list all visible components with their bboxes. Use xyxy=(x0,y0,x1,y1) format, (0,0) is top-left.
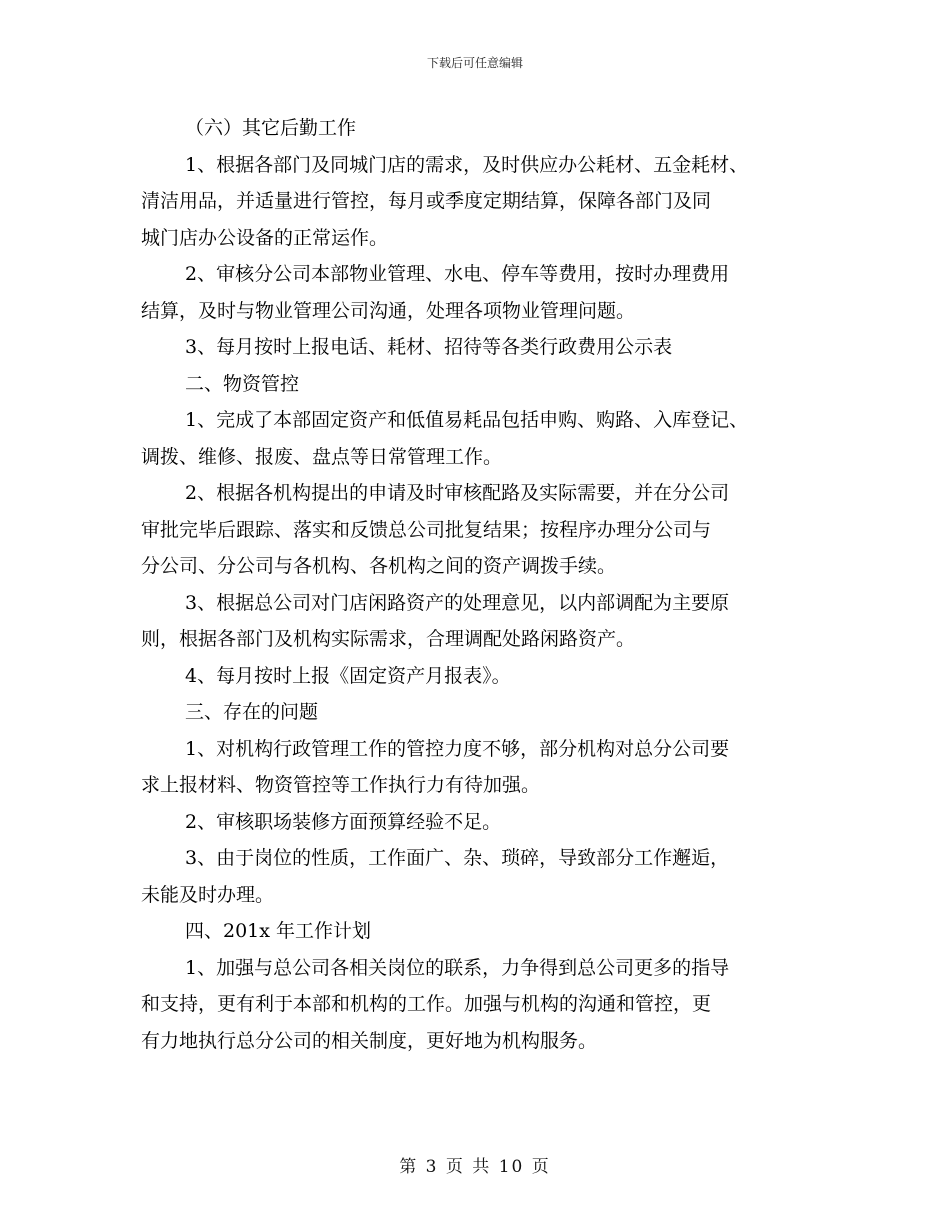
text-line: 3、根据总公司对门店闲路资产的处理意见，以内部调配为主要原 xyxy=(185,591,730,614)
text-line: 2、审核分公司本部物业管理、水电、停车等费用，按时办理费用 xyxy=(185,263,730,285)
text-line: 2、根据各机构提出的申请及时审核配路及实际需要，并在分公司 xyxy=(185,482,730,504)
text-line: 调拨、维修、报废、盘点等日常管理工作。 xyxy=(141,445,503,468)
text-line: 则，根据各部门及机构实际需求，合理调配处路闲路资产。 xyxy=(141,628,636,650)
text-line: 3、每月按时上报电话、耗材、招待等各类行政费用公示表 xyxy=(185,336,673,358)
text-line: 三、存在的问题 xyxy=(185,701,319,723)
text-line: 4、每月按时上报《固定资产月报表》。 xyxy=(185,664,511,687)
text-line: 1、完成了本部固定资产和低值易耗品包括申购、购路、入库登记、 xyxy=(185,409,749,431)
text-line: 和支持，更有利于本部和机构的工作。加强与机构的沟通和管控，更 xyxy=(141,993,712,1015)
text-line: 分公司、分公司与各机构、各机构之间的资产调拨手续。 xyxy=(141,555,617,577)
text-line: 1、加强与总公司各相关岗位的联系，力争得到总公司更多的指导 xyxy=(185,956,730,979)
text-line: 清洁用品，并适量进行管控，每月或季度定期结算，保障各部门及同 xyxy=(141,190,712,212)
text-line: 求上报材料、物资管控等工作执行力有待加强。 xyxy=(141,774,541,796)
text-line: 1、对机构行政管理工作的管控力度不够，部分机构对总分公司要 xyxy=(185,737,730,760)
document-body xyxy=(141,110,841,1059)
text-line: 二、物资管控 xyxy=(185,372,300,395)
page-header: 下载后可任意编辑 xyxy=(426,56,523,70)
page-footer: 第 3 页 共 10 页 xyxy=(399,1157,551,1177)
text-line: 四、201x 年工作计划 xyxy=(185,920,372,942)
text-line: 有力地执行总分公司的相关制度，更好地为机构服务。 xyxy=(141,1029,598,1052)
text-line: 城门店办公设备的正常运作。 xyxy=(141,226,389,249)
text-line: 未能及时办理。 xyxy=(141,883,275,906)
text-line: 1、根据各部门及同城门店的需求，及时供应办公耗材、五金耗材、 xyxy=(185,153,749,176)
text-line: （六）其它后勤工作 xyxy=(185,117,357,139)
text-line: 2、审核职场装修方面预算经验不足。 xyxy=(185,810,502,833)
text-line: 审批完毕后跟踪、落实和反馈总公司批复结果；按程序办理分公司与 xyxy=(141,518,712,541)
text-line: 3、由于岗位的性质，工作面广、杂、琐碎，导致部分工作邂逅， xyxy=(185,847,730,869)
text-line: 结算，及时与物业管理公司沟通，处理各项物业管理问题。 xyxy=(141,299,636,322)
